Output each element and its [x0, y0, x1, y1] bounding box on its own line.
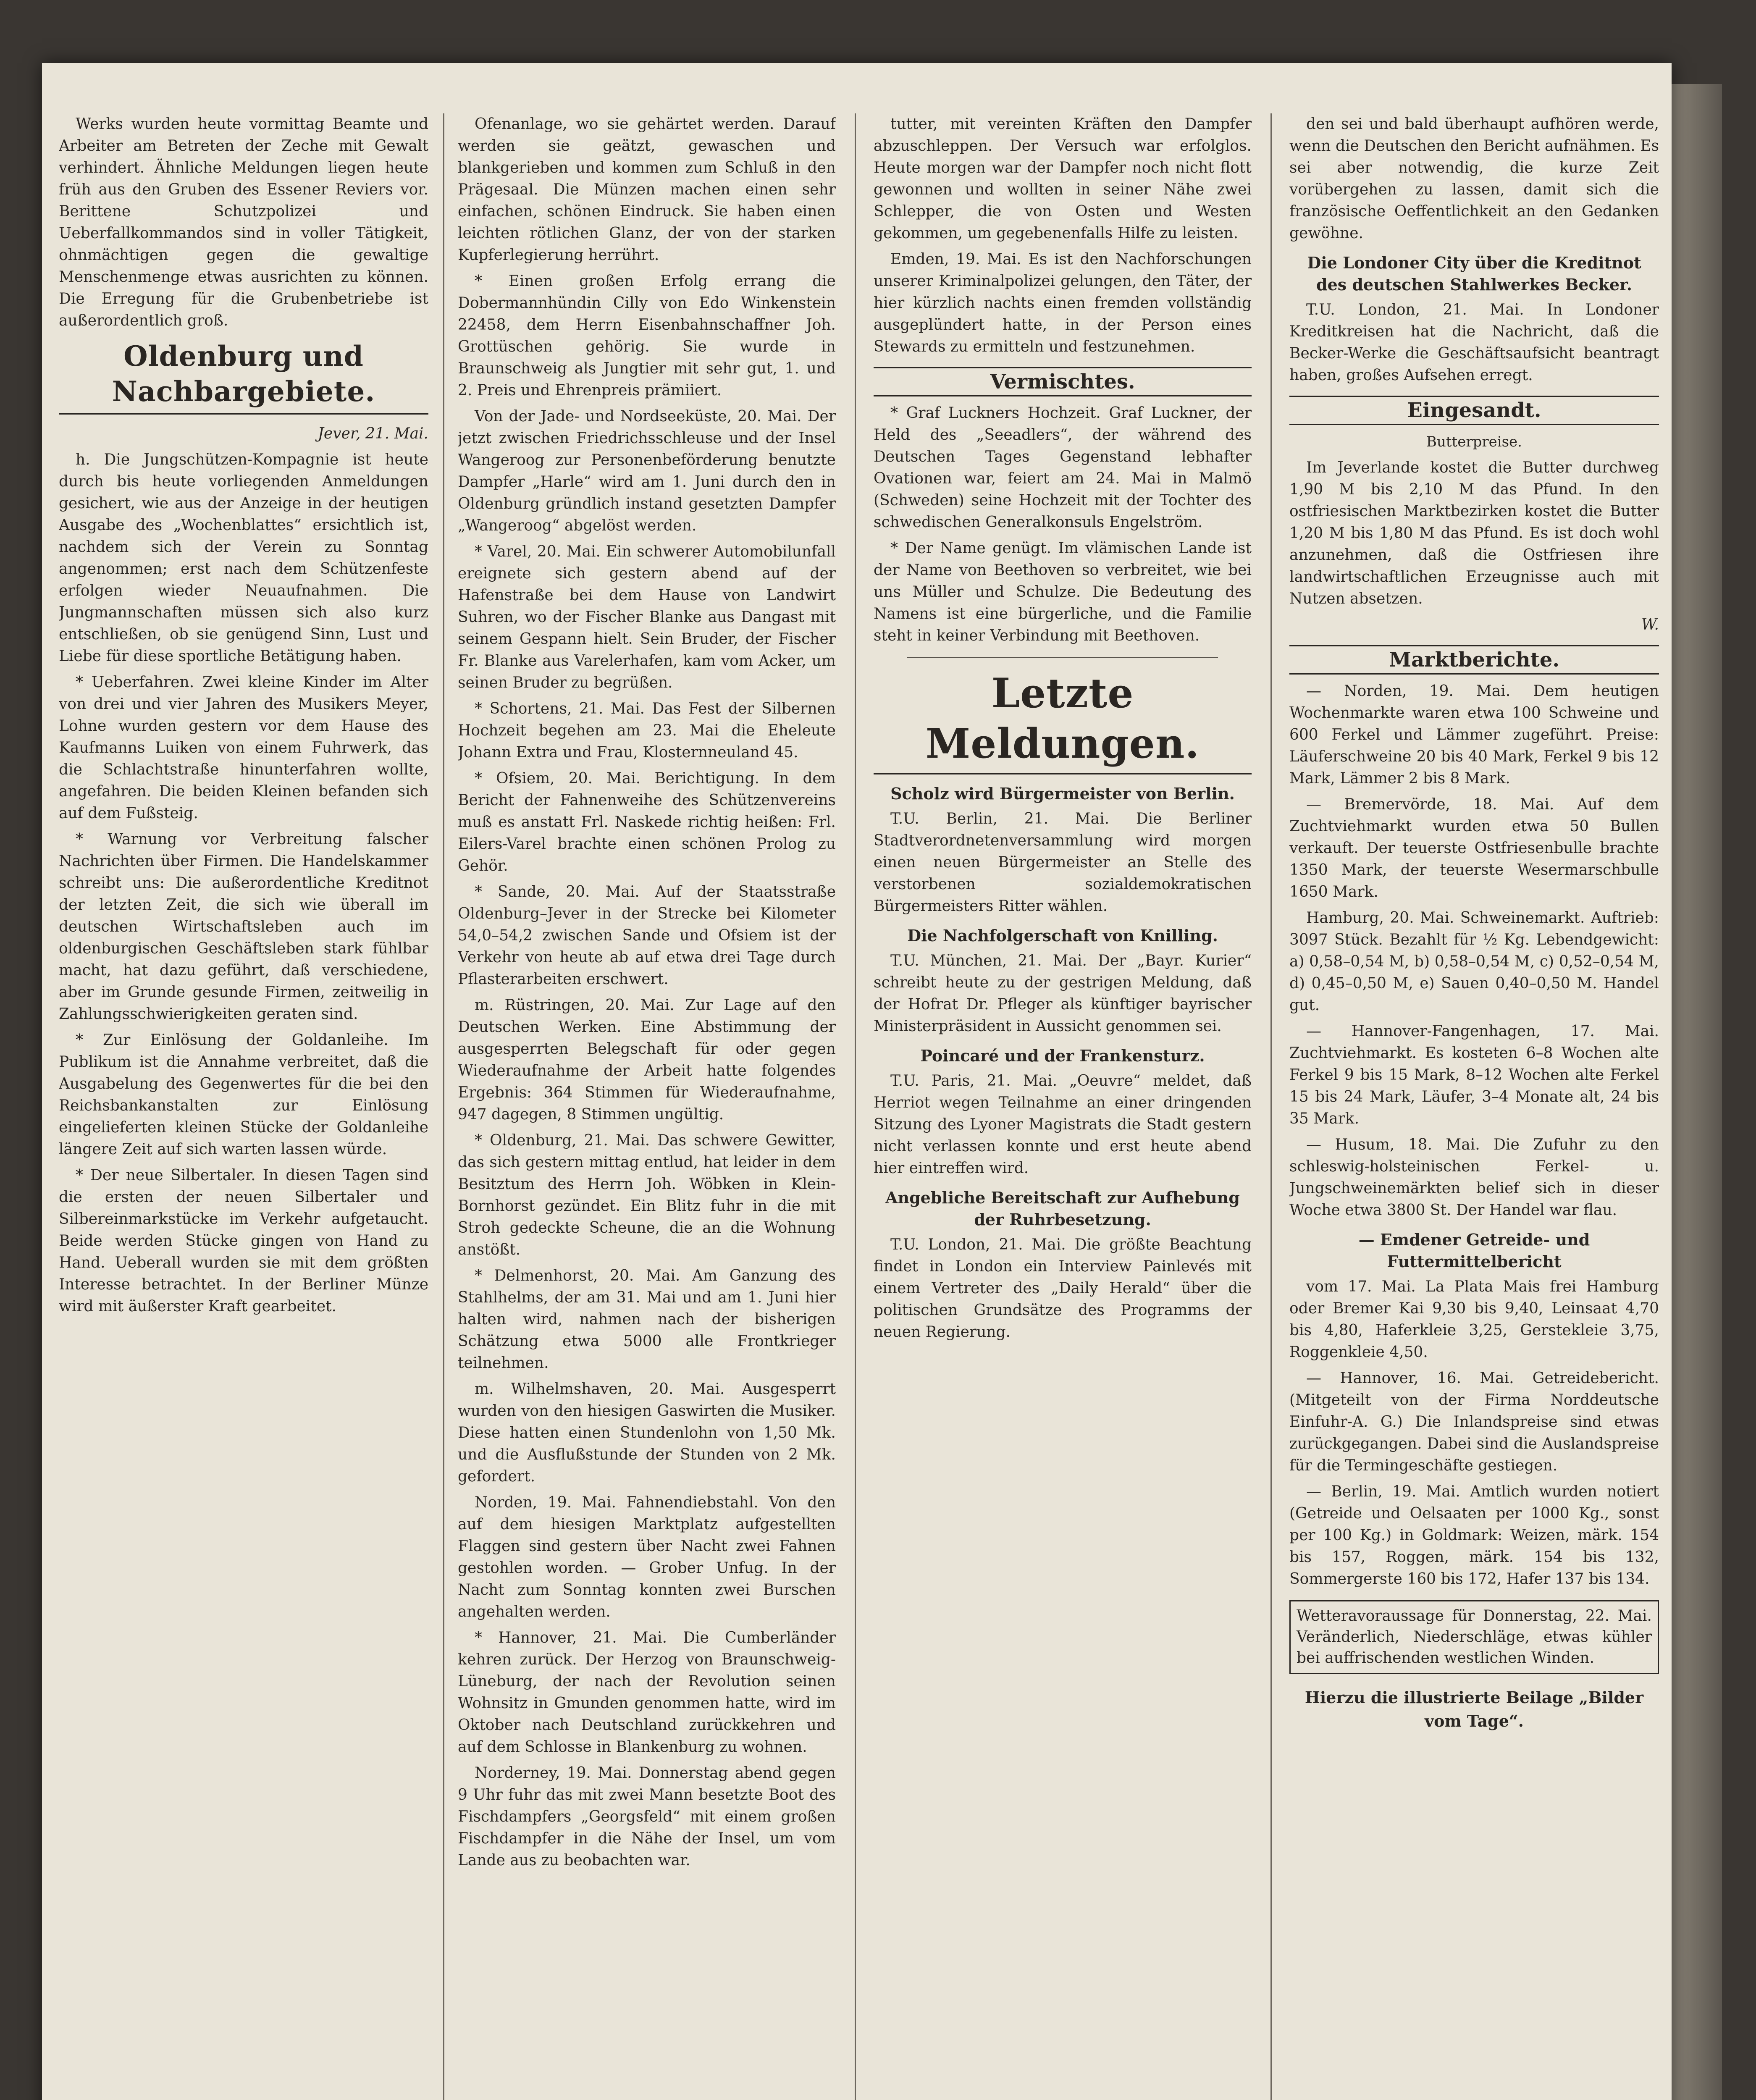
page-edge — [1672, 84, 1722, 2100]
article-text: h. Die Jungschützen-Kompagnie ist heute durch bis heute vorliegenden Anmeldungen gesichert, wie aus der Anzeige in der heutigen Ausgabe des „Wochenblattes“ ersichtlich ist, nachdem sich der Verein zu Sonntag angenommen; erst nach dem Schützenfeste erfolgen wieder Neuaufnahmen. Die Jungmannschaften müssen sich also kurz entschließen, ob sie genügend Sinn, Lust und Liebe für diese sportliche Betätigung haben. — [59, 451, 428, 665]
supplement-notice: Hierzu die illustrierte Beilage „Bilder vom Tage“. — [1305, 1688, 1644, 1730]
column-2 — [458, 113, 836, 2100]
article-text: Emden, 19. Mai. Es ist den Nachforschungen unserer Kriminalpolizei gelungen, den Täter, der hier kürzlich nachts einen fremden vollständig ausgeplündert hatte, in der Person eines Stewards zu ermitteln und festzunehmen. — [874, 251, 1252, 355]
article-text: * Der neue Silbertaler. In diesen Tagen sind die ersten der neuen Silbertaler und Silbereinmarkstücke im Verkehr aufgetaucht. Beide werden Stücke gingen von Hand zu Hand. Ueberall wurden sie mit dem größten Interesse betrachtet. In der Berliner Münze wird mit äußerster Kraft gearbeitet. — [59, 1167, 428, 1315]
signature: W. — [1641, 616, 1659, 633]
article-text: — Berlin, 19. Mai. Amtlich wurden notiert (Getreide und Oelsaaten per 1000 Kg., sonst per 100 Kg.) in Goldmark: Weizen, märk. 154 bis 157, Roggen, märk. 154 bis 132, Sommergerste 160 bis 172, Hafer 137 bis 134. — [1289, 1483, 1659, 1588]
article-text: T.U. Berlin, 21. Mai. Die Berliner Stadtverordnetenversammlung wird morgen einen neuen Bürgermeister an Stelle des verstorbenen sozialdemokratischen Bürgermeisters Ritter wählen. — [874, 810, 1252, 915]
article-text: Norderney, 19. Mai. Donnerstag abend gegen 9 Uhr fuhr das mit zwei Mann besetzte Boot des Fischdampfers „Georgsfeld“ mit einem großen Fischdampfer in die Nähe der Insel, um vom Lande aus zu beobachten war. — [458, 1764, 836, 1869]
article-text: tutter, mit vereinten Kräften den Dampfer abzuschleppen. Der Versuch war erfolglos. Heute morgen war der Dampfer noch nicht flott gewonnen und wollten in seiner Nähe zwei Schlepper, die von Osten und Westen gekommen, um gegebenenfalls Hilfe zu leisten. — [874, 116, 1252, 242]
article-text: * Schortens, 21. Mai. Das Fest der Silbernen Hochzeit begehen am 23. Mai die Eheleute Johann Extra und Frau, Klosternneuland 45. — [458, 700, 836, 761]
article-headline: Scholz wird Bürgermeister von Berlin. — [890, 784, 1235, 803]
article-text: T.U. Paris, 21. Mai. „Oeuvre“ meldet, daß Herriot wegen Teilnahme an einer dringenden Sitzung des Lyoner Magistrats die Stadt gestern nicht verlassen konnte und erst heute abend hier eintreffen wird. — [874, 1072, 1252, 1177]
column-1 — [59, 113, 428, 2100]
article-text: * Warnung vor Verbreitung falscher Nachrichten über Firmen. Die Handelskammer schreibt uns: Die außerordentliche Kreditnot der letzten Zeit, die sich wie überall im deutschen Wirtschaftsleben auch im oldenburgischen Geschäftsleben stark fühlbar macht, hat dazu geführt, daß verschiedene, aber im Grunde gesunde Firmen, zeitweilig in Zahlungsschwierigkeiten geraten sind. — [59, 831, 428, 1023]
article-text: * Varel, 20. Mai. Ein schwerer Automobilunfall ereignete sich gestern abend auf der Hafenstraße bei dem Hause von Landwirt Suhren, wo der Fischer Blanke aus Dangast mit seinem Gespann hielt. Sein Bruder, der Fischer Fr. Blanke aus Varelerhafen, kam vom Acker, um seinen Bruder zu begrüßen. — [458, 543, 836, 691]
section-heading: Marktberichte. — [1289, 645, 1659, 675]
article-headline: Poincaré und der Frankensturz. — [920, 1046, 1205, 1065]
article-text: * Einen großen Erfolg errang die Dobermannhündin Cilly von Edo Winkenstein 22458, dem Herrn Eisenbahnschaffner Joh. Grottüschen gehörig. Sie wurde in Braunschweig als Jungtier mit sehr gut, 1. und 2. Preis und Ehrenpreis prämiiert. — [458, 273, 836, 399]
article-text: Im Jeverlande kostet die Butter durchweg 1,90 M bis 2,10 M das Pfund. In den ostfriesischen Marktbezirken kostet die Butter 1,20 M bis 1,80 M das Pfund. Es ist doch wohl anzunehmen, daß die Ostfriesen ihre landwirtschaftlichen Erzeugnisse auch mit Nutzen absetzen. — [1289, 459, 1659, 607]
article-text: * Delmenhorst, 20. Mai. Am Ganzung des Stahlhelms, der am 31. Mai und am 1. Juni hier halten wird, nahmen nach der bisherigen Schätzung etwa 5000 alle Frontkrieger teilnehmen. — [458, 1267, 836, 1372]
article-text: — Hannover, 16. Mai. Getreidebericht. (Mitgeteilt von der Firma Norddeutsche Einfuhr-A. G.) Die Inlandspreise sind etwas zurückgegangen. Dabei sind die Auslandspreise für die Termingeschäfte gestiegen. — [1289, 1370, 1659, 1474]
section-heading: Vermischtes. — [874, 367, 1252, 396]
article-text: — Norden, 19. Mai. Dem heutigen Wochenmarkte waren etwa 100 Schweine und 600 Ferkel und Lämmer zugeführt. Preise: Läuferschweine 20 bis 40 Mark, Ferkel 9 bis 12 Mark, Lämmer 2 bis 8 Mark. — [1289, 682, 1659, 787]
article-text: Ofenanlage, wo sie gehärtet werden. Darauf werden sie geätzt, gewaschen und blankgerieben und kommen zum Schluß in den Prägesaal. Die Münzen machen einen sehr einfachen, schönen Eindruck. Sie haben einen leichten rötlichen Glanz, der von der starken Kupferlegierung herrührt. — [458, 116, 836, 264]
article-text: * Hannover, 21. Mai. Die Cumberländer kehren zurück. Der Herzog von Braunschweig-Lüneburg, der nach der Revolution seinen Wohnsitz in Gmunden genommen hatte, wird im Oktober nach Deutschland zurückkehren und auf dem Schlosse in Blankenburg zu wohnen. — [458, 1629, 836, 1756]
article-text: * Graf Luckners Hochzeit. Graf Luckner, der Held des „Seeadlers“, der während des Deutschen Tages Gegenstand lebhafter Ovationen war, feiert am 24. Mai in Malmö (Schweden) seine Hochzeit mit der Tochter des schwedischen Generalkonsuls Engelström. — [874, 404, 1252, 531]
article-headline: Die Nachfolgerschaft von Knilling. — [907, 926, 1218, 945]
dateline: Jever, 21. Mai. — [318, 425, 428, 442]
article-text: * Ofsiem, 20. Mai. Berichtigung. In dem Bericht der Fahnenweihe des Schützenvereins muß es anstatt Frl. Naskede richtig heißen: Frl. Eilers-Varel brachte einen schönen Prolog zu Gehör. — [458, 770, 836, 874]
article-text: den sei und bald überhaupt aufhören werde, wenn die Deutschen den Bericht aufnähmen. Es sei aber notwendig, die kurze Zeit vorübergehen zu lassen, damit sich die französische Oeffentlichkeit an den Gedanken gewöhne. — [1289, 116, 1659, 242]
separator — [907, 657, 1218, 658]
article-text: vom 17. Mai. La Plata Mais frei Hamburg oder Bremer Kai 9,30 bis 9,40, Leinsaat 4,70 bis 4,80, Haferkleie 3,25, Gerstekleie 3,75, Roggenkleie 4,50. — [1289, 1278, 1659, 1361]
section-heading: Eingesandt. — [1289, 396, 1659, 425]
article-text: Norden, 19. Mai. Fahnendiebstahl. Von den auf dem hiesigen Marktplatz aufgestellten Flaggen sind gestern über Nacht zwei Fahnen gestohlen worden. — Grober Unfug. In der Nacht zum Sonntag konnten zwei Burschen angehalten werden. — [458, 1494, 836, 1620]
article-text: m. Rüstringen, 20. Mai. Zur Lage auf den Deutschen Werken. Eine Abstimmung der ausgesperrten Belegschaft für oder gegen Wiederaufnahme der Arbeit hatte folgendes Ergebnis: 364 Stimmen für Wiederaufnahme, 947 dagegen, 8 Stimmen ungültig. — [458, 997, 836, 1123]
article-text: — Bremervörde, 18. Mai. Auf dem Zuchtviehmarkt wurden etwa 50 Bullen verkauft. Der teuerste Ostfriesenbulle brachte 1350 Mark, der teuerste Wesermarschbulle 1650 Mark. — [1289, 796, 1659, 900]
article-text: Von der Jade- und Nordseeküste, 20. Mai. Der jetzt zwischen Friedrichsschleuse und der Insel Wangeroog zur Personenbeförderung benutzte Dampfer „Harle“ wird am 1. Juni durch den in Oldenburg gründlich instand gesetzten Dampfer „Wangeroog“ abgelöst werden. — [458, 408, 836, 534]
article-text: * Sande, 20. Mai. Auf der Staatsstraße Oldenburg–Jever in der Strecke bei Kilometer 54,0–54,2 zwischen Sande und Ofsiem ist der Verkehr von heute ab auf etwa drei Tage durch Pflasterarbeiten erschwert. — [458, 883, 836, 988]
article-headline: Butterpreise. — [1426, 433, 1522, 450]
article-text: Werks wurden heute vormittag Beamte und Arbeiter am Betreten der Zeche mit Gewalt verhindert. Ähnliche Meldungen liegen heute früh aus den Gruben des Essener Reviers vor. Berittene Schutzpolizei und Ueberfallkommandos sind in voller Tätigkeit, ohnmächtigen gegen die gewaltige Menschenmenge etwas ausrichten zu können. Die Erregung für die Grubenbetriebe ist außerordentlich groß. — [59, 116, 428, 329]
article-text: Hamburg, 20. Mai. Schweinemarkt. Auftrieb: 3097 Stück. Bezahlt für ½ Kg. Lebendgewicht: a) 0,58–0,54 M, b) 0,58–0,54 M, c) 0,52–0,54 M, d) 0,45–0,50 M, e) Sauen 0,40–0,50 M. Handel gut. — [1289, 909, 1659, 1014]
article-text: * Der Name genügt. Im vlämischen Lande ist der Name von Beethoven so verbreitet, wie bei uns Müller und Schulze. Die Bedeutung des Namens ist eine bürgerliche, und die Familie steht in keiner Verbindung mit Beethoven. — [874, 540, 1252, 644]
article-headline: Die Londoner City über die Kreditnot des deutschen Stahlwerkes Becker. — [1307, 253, 1641, 294]
column-4 — [1289, 113, 1659, 2100]
column-divider — [1270, 113, 1272, 2100]
article-text: — Husum, 18. Mai. Die Zufuhr zu den schleswig-holsteinischen Ferkel- u. Jungschweinemärkten belief sich in dieser Woche etwa 3800 St. Der Handel war flau. — [1289, 1136, 1659, 1219]
section-heading: Oldenburg und Nachbargebiete. — [59, 339, 428, 415]
column-divider — [443, 113, 444, 2100]
article-text: T.U. London, 21. Mai. In Londoner Kreditkreisen hat die Nachricht, daß die Becker-Werke die Geschäftsaufsicht beantragt haben, großes Aufsehen erregt. — [1289, 301, 1659, 384]
article-text: * Zur Einlösung der Goldanleihe. Im Publikum ist die Annahme verbreitet, daß die Ausgabelung des Gegenwertes für die bei den Reichsbankanstalten zur Einlösung eingelieferten kleinen Stücke der Goldanleihe längere Zeit auf sich warten lassen würde. — [59, 1032, 428, 1158]
article-text: * Ueberfahren. Zwei kleine Kinder im Alter von drei und vier Jahren des Musikers Meyer, Lohne wurden gestern vor dem Hause des Kaufmanns Luiken von einem Fuhrwerk, das die Schlachtstraße hinunterfahren wollte, angefahren. Die beiden Kleinen befanden sich auf dem Fußsteig. — [59, 674, 428, 822]
article-text: * Oldenburg, 21. Mai. Das schwere Gewitter, das sich gestern mittag entlud, hat leider in dem Besitztum des Herrn Joh. Wöbken in Klein-Bornhorst gezündet. Ein Blitz fuhr in die mit Stroh gedeckte Scheune, die an die Wohnung anstößt. — [458, 1132, 836, 1258]
article-headline: Angebliche Bereitschaft zur Aufhebung der Ruhrbesetzung. — [885, 1188, 1240, 1229]
article-text: — Hannover-Fangenhagen, 17. Mai. Zuchtviehmarkt. Es kosteten 6–8 Wochen alte Ferkel 9 bis 15 Mark, 8–12 Wochen alte Ferkel 15 bis 24 Mark, Läufer, 3–4 Monate alt, 24 bis 35 Mark. — [1289, 1023, 1659, 1127]
weather-forecast: Wetteravoraussage für Donnerstag, 22. Mai. Veränderlich, Niederschläge, etwas kühler bei auffrischenden westlichen Winden. — [1289, 1600, 1659, 1674]
latest-news-heading: Letzte Meldungen. — [874, 668, 1252, 774]
column-3 — [874, 113, 1252, 2100]
article-text: m. Wilhelmshaven, 20. Mai. Ausgesperrt wurden von den hiesigen Gaswirten die Musiker. Diese hatten einen Stundenlohn von 1,50 Mk. und die Ausflußstunde der Stunden von 2 Mk. gefordert. — [458, 1381, 836, 1485]
newspaper-page — [42, 63, 1672, 2100]
article-text: T.U. London, 21. Mai. Die größte Beachtung findet in London ein Interview Painlevés mit einem Vertreter des „Daily Herald“ über die politischen Grundsätze des Programms der neuen Regierung. — [874, 1236, 1252, 1341]
article-text: T.U. München, 21. Mai. Der „Bayr. Kurier“ schreibt heute zu der gestrigen Meldung, daß der Hofrat Dr. Pfleger als künftiger bayrischer Ministerpräsident in Aussicht genommen sei. — [874, 952, 1252, 1035]
article-headline: — Emdener Getreide- und Futtermittelbericht — [1358, 1230, 1590, 1271]
column-divider — [855, 113, 856, 2100]
